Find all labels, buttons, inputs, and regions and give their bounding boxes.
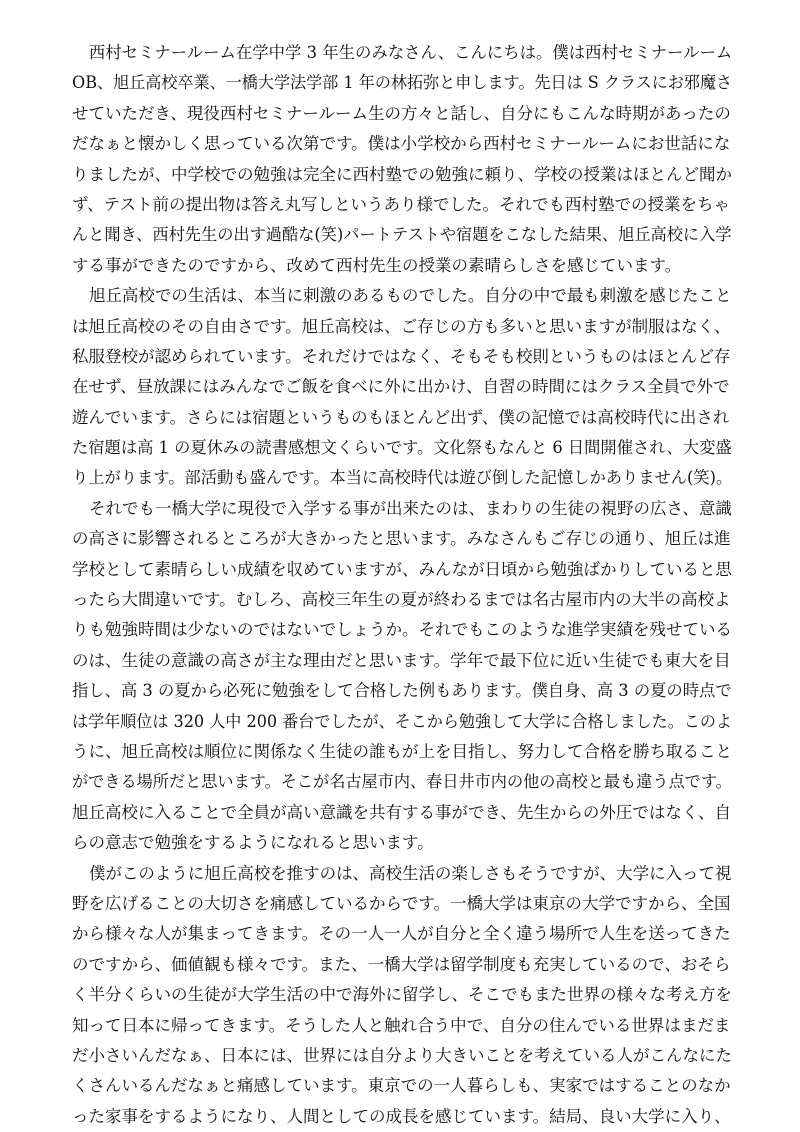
paragraph-2: [72, 281, 732, 494]
text-line: 指し、高 3 の夏から必死に勉強をして合格した例もあります。僕自身、高 3 の夏の時点で: [72, 681, 732, 701]
paragraph-1: [72, 38, 732, 281]
text-line: は旭丘高校のその自由さです。旭丘高校は、ご存じの方も多いと思いますが制服はなく、: [72, 316, 731, 336]
text-line: た宿題は高 1 の夏休みの読書感想文くらいです。文化祭もなんと 6 日間開催され、大変盛: [72, 438, 732, 458]
text-line: 西村セミナールーム在学中学 3 年生のみなさん、こんにちは。僕は西村セミナールーム: [88, 43, 733, 62]
text-line: は学年順位は 320 人中 200 番台でしたが、そこから勉強して大学に合格しました。このよ: [72, 711, 733, 731]
text-line: 野を広げることの大切さを痛感しているからです。一橋大学は東京の大学ですから、全国: [72, 893, 731, 913]
text-line: のは、生徒の意識の高さが主な理由だと思います。学年で最下位に近い生徒でも東大を目: [72, 650, 731, 670]
text-line: った家事をするようになり、人間としての成長を感じています。結局、良い大学に入り、: [72, 1106, 731, 1126]
text-line: それでも一橋大学に現役で入学する事が出来たのは、まわりの生徒の視野の広さ、意識: [89, 498, 732, 518]
text-line: んと聞き、西村先生の出す過酷な(笑)パートテストや宿題をこなした結果、旭丘高校に入学: [72, 225, 732, 245]
text-line: せていただき、現役西村セミナールーム生の方々と話し、自分にもこんな時期があったの: [72, 103, 731, 123]
text-line: から様々な人が集まってきます。その一人一人が自分と全く違う場所で人生を送ってきた: [72, 924, 731, 944]
text-line: りも勉強時間は少ないのではないでしょうか。それでもこのような進学実績を残せている: [72, 620, 732, 640]
text-line: 知って日本に帰ってきます。そうした人と触れ合う中で、自分の住んでいる世界はまだま: [72, 1015, 731, 1035]
text-line: 在せず、昼放課にはみんなでご飯を食べに外に出かけ、自習の時間にはクラス全員で外で: [72, 377, 730, 397]
text-line: だなぁと懐かしく思っている次第です。僕は小学校から西村セミナールームにお世話にな: [72, 134, 731, 154]
text-line: 旭丘高校での生活は、本当に刺激のあるものでした。自分の中で最も刺激を感じたこと: [88, 286, 732, 306]
text-line: ず、テスト前の提出物は答え丸写しというあり様でした。それでも西村塾での授業をちゃ: [72, 194, 731, 214]
document-body: [72, 38, 732, 1132]
paragraph-4: [72, 859, 732, 1132]
text-line: 僕がこのように旭丘高校を推すのは、高校生活の楽しさもそうですが、大学に入って視: [88, 863, 732, 883]
text-line: の高さに影響されるところが大きかったと思います。みなさんもご存じの通り、旭丘は進: [72, 529, 731, 549]
text-line: する事ができたのですから、改めて西村先生の授業の素晴らしさを感じています。: [72, 255, 682, 275]
text-line: OB、旭丘高校卒業、一橋大学法学部 1 年の林拓弥と申します。先日は S クラスにお邪魔さ: [72, 73, 733, 93]
text-line: だ小さいんだなぁ、日本には、世界には自分より大きいことを考えている人がこんなにた: [72, 1045, 732, 1065]
text-line: 旭丘高校に入ることで全員が高い意識を共有する事ができ、先生からの外圧ではなく、自: [72, 802, 732, 822]
text-line: のですから、価値観も様々です。また、一橋大学は留学制度も充実しているので、おそら: [72, 954, 731, 974]
text-line: ができる場所だと思います。そこが名古屋市内、春日井市内の他の高校と最も違う点です。: [72, 772, 732, 792]
text-line: ったら大間違いです。むしろ、高校三年生の夏が終わるまでは名古屋市内の大半の高校よ: [72, 590, 731, 610]
text-line: り上がります。部活動も盛んです。本当に高校時代は遊び倒した記憶しかありません(笑)。: [72, 468, 733, 488]
text-line: く半分くらいの生徒が大学生活の中で海外に留学し、そこでもまた世界の様々な考え方を: [72, 985, 732, 1005]
text-line: 遊んでいます。さらには宿題というものもほとんど出ず、僕の記憶では高校時代に出され: [72, 407, 730, 427]
text-line: うに、旭丘高校は順位に関係なく生徒の誰もが上を目指し、努力して合格を勝ち取ること: [72, 741, 732, 761]
paragraph-3: [72, 494, 732, 859]
text-line: くさんいるんだなぁと痛感しています。東京での一人暮らしも、実家ではすることのなか: [72, 1076, 731, 1096]
text-line: 学校として素晴らしい成績を収めていますが、みんなが日頃から勉強ばかりしていると思: [72, 559, 732, 579]
text-line: 私服登校が認められています。それだけではなく、そもそも校則というものはほとんど存: [72, 346, 731, 366]
text-line: りましたが、中学校での勉強は完全に西村塾での勉強に頼り、学校の授業はほとんど聞か: [72, 164, 732, 184]
text-line: らの意志で勉強をするようになれると思います。: [72, 833, 434, 853]
